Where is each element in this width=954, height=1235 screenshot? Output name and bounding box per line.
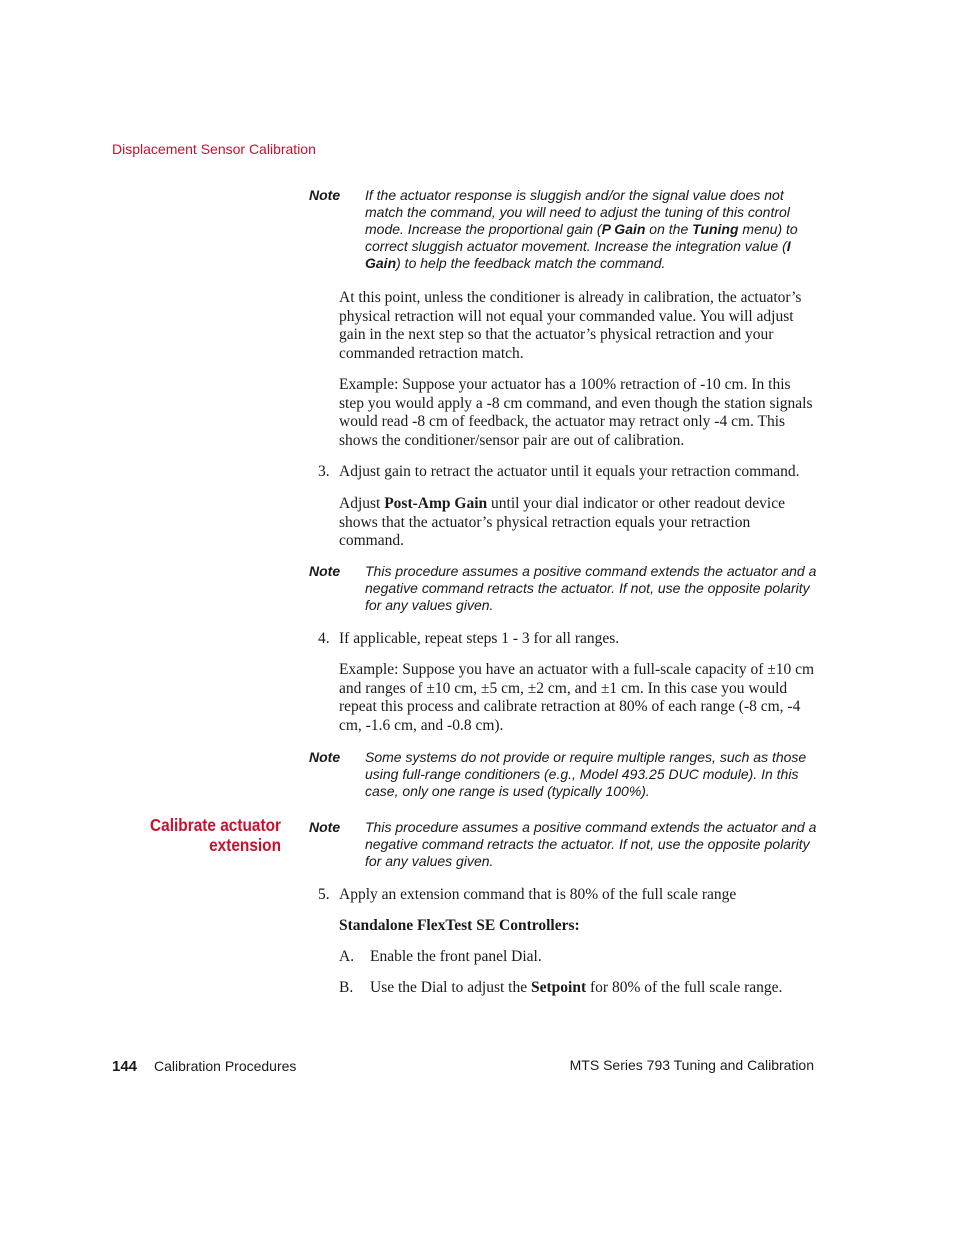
note-label: Note [309, 187, 341, 203]
step-number: 3. [318, 463, 330, 480]
substep-text: Use the Dial to adjust the Setpoint for 80% of the full scale range. [370, 979, 783, 996]
section-heading-line: Calibrate actuator [150, 815, 281, 835]
body-paragraph: Adjust Post-Amp Gain until your dial indicator or other readout device shows that the actuator’s physical retraction equals your retraction command. [339, 495, 785, 550]
substep-letter: A. [339, 948, 355, 965]
footer-book-title: MTS Series 793 Tuning and Calibration [569, 1057, 814, 1073]
body-paragraph: Example: Suppose you have an actuator with a full-scale capacity of ±10 cm and ranges of ±10 cm, ±5 cm, ±2 cm, and ±1 cm. In this case you would repeat this process and calibrate retraction at 80% of each range (-8 cm, -4 cm, -1.6 cm, and -0.8 cm). [339, 661, 815, 735]
subheading: Standalone FlexTest SE Controllers: [339, 917, 580, 934]
note-text: Some systems do not provide or require multiple ranges, such as those using full-range conditioners (e.g., Model 493.25 DUC module). In this case, only one range is used (typically 100%). [365, 749, 807, 799]
section-heading [131, 816, 281, 855]
step-text: If applicable, repeat steps 1 - 3 for all ranges. [339, 630, 620, 647]
footer-chapter: Calibration Procedures [154, 1058, 297, 1074]
step-text: Apply an extension command that is 80% of the full scale range [339, 886, 737, 903]
body-paragraph: Example: Suppose your actuator has a 100% retraction of -10 cm. In this step you would apply a -8 cm command, and even though the station signals would read -8 cm of feedback, the actuator may retract only -4 cm. This shows the conditioner/sensor pair are out of calibration. [339, 376, 813, 450]
section-heading-line: extension [209, 834, 281, 855]
note-label: Note [309, 749, 341, 765]
step-text: Adjust gain to retract the actuator until it equals your retraction command. [339, 463, 800, 480]
body-paragraph: At this point, unless the conditioner is already in calibration, the actuator’s physical retraction will not equal your commanded value. You will adjust gain in the next step so that the actuator’s physical retraction and your commanded retraction match. [339, 289, 802, 363]
note-text: If the actuator response is sluggish and/or the signal value does not match the command, you will need to adjust the tuning of this control mode. Increase the proportional gain (P Gain on the Tuning menu) to correct sluggish actuator movement. Increase the integration value (I Gain) to help the feedback match the command. [365, 187, 798, 271]
note-text: This procedure assumes a positive command extends the actuator and a negative command retracts the actuator. If not, use the opposite polarity for any values given. [365, 819, 817, 869]
running-head: Displacement Sensor Calibration [112, 141, 316, 157]
page-number: 144 [112, 1058, 138, 1075]
substep-text: Enable the front panel Dial. [370, 948, 542, 965]
note-label: Note [309, 563, 341, 579]
step-number: 4. [318, 630, 330, 647]
note-label: Note [309, 819, 341, 835]
step-number: 5. [318, 886, 330, 903]
note-text: This procedure assumes a positive command extends the actuator and a negative command retracts the actuator. If not, use the opposite polarity for any values given. [365, 563, 817, 613]
substep-letter: B. [339, 979, 354, 996]
